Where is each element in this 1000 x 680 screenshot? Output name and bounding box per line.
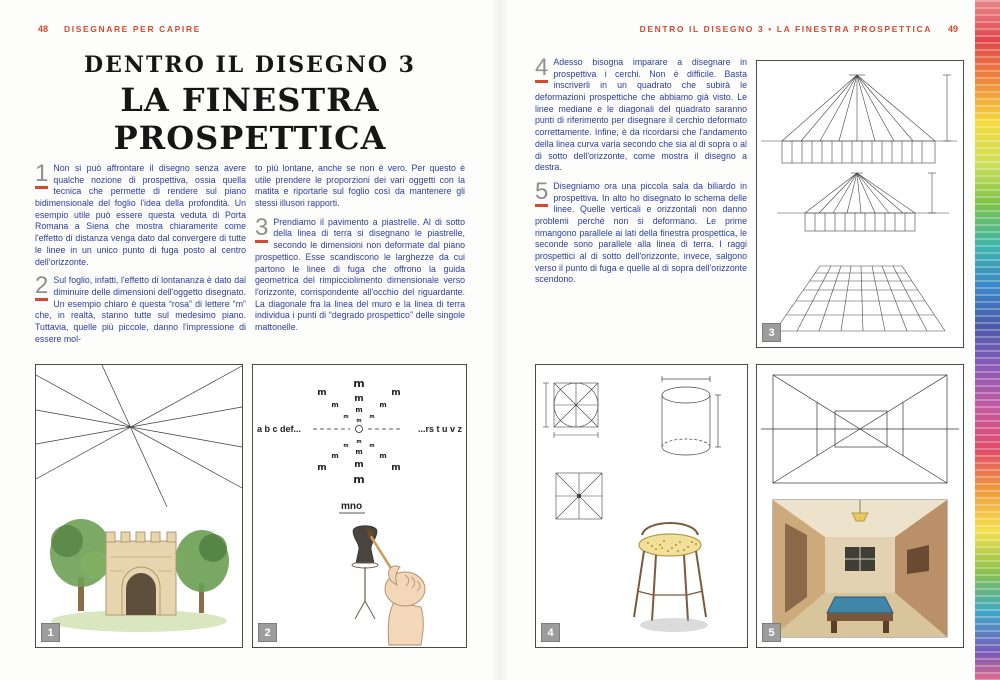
floor-grid-perspective [775,266,945,331]
paragraph-3-text: Prendiamo il pavimento a piastrelle. Al di sotto della linea di terra si disegnano le piastrelle, secondo le dimensioni non deformate dal piano prospettico. Esse scandiscono le larghezze da cui partono le linee di fuga che offrono la guida geometrica del rimpicciolimento dimensionale verso l'orizzonte, corrispondente all'occhio del riguardante. La diagonale fra la linea del muro e la linea di terra individua i punti di “degrado prospettico” delle singole mattonelle. [255,216,465,332]
running-head-left-text: DISEGNARE PER CAPIRE [64,24,201,34]
svg-text:m: m [317,463,327,473]
figure-5-illustration [757,365,963,647]
svg-text:m: m [317,388,327,398]
billiard-room-watercolor [773,500,947,637]
tent-perspective-2 [777,173,949,231]
svg-text:m: m [355,448,363,456]
paragraph-5-number: 5 [535,177,549,205]
paragraph-2-text: Sul foglio, infatti, l'effetto di lontananza è dato dal diminuire delle dimensioni dell'oggetto disegnato. Un esempio chiaro è questa “rosa” di lettere “m” che, in realtà, stanno tutte sul medesimo piano. Tuttavia, quelle più piccole, danno l'impressione di essere mol- [35,275,246,344]
cylinder-study [662,376,721,455]
page-number-left: 48 [38,24,49,34]
figure-1-illustration [36,365,242,647]
svg-text:m: m [354,394,364,404]
paragraph-4-number: 4 [535,54,549,81]
paragraph-2-number: 2 [35,272,49,300]
hand-with-pencil [366,527,425,645]
paragraph-1 [35,160,246,268]
paragraph-2 [35,272,246,345]
running-head-left [38,24,201,34]
perspective-lines [36,365,242,507]
wall-picture [907,545,929,574]
chapter-title-main: LA FINESTRA PROSPETTICA [113,81,387,157]
svg-text:m: m [331,452,339,460]
square-with-diagonals [556,473,602,519]
figure-4-illustration [536,365,747,647]
svg-text:m: m [379,401,387,409]
figure-4-cylinders-stool [535,364,748,648]
svg-text:m: m [343,414,349,420]
svg-text:m: m [331,401,339,409]
svg-text:m: m [369,443,375,449]
tent-perspective-1 [761,75,957,163]
right-tree [175,530,229,613]
figure-1-porta-romana [35,364,243,648]
paragraph-4-text: Adesso bisogna imparare a disegnare in prospettiva i cerchi. Non è difficile. Basta inscriverli in un quadrato che subirà le deformazioni prospettiche che abbiamo già visto. Le linee mediane e le diagonali del quadrato saranno punti di riferimento per disegnare il cerchio deformato correttamente. Infine, è da ricordarsi che l'andamento della linea curva varia secondo che sia al di sopra o al di sotto dell'orizzonte, come mostra il disegno a destra. [535,57,747,173]
figure-badge: 1 [41,623,60,642]
svg-text:m: m [353,377,365,390]
figure-5-billiard-room [756,364,964,648]
paragraph-5-text: Disegniamo ora una piccola sala da biliardo in prospettiva. In alto ho disegnato lo schema delle linee. Quelle verticali e orizzontali non danno problemi perché non si deformano. Le prime rimangono parallele ai lati della finestra prospettica, le seconde sono parallele alla linea di terra. I raggi prospettici al di sotto dell'orizzonte, invece, salgono verso il punto di fuga e quelle al di sopra dell'orizzonte scendono. [535,180,747,285]
svg-text:m: m [355,406,363,414]
alphabet-left-label: a b c def... [257,424,302,434]
paragraph-1-text: Non si può affrontare il disegno senza avere qualche nozione di prospettiva, ossia quella tecnica che permette di rendere sul piano bidimensionale del foglio l'idea della profondità. Un esempio utile può essere questa veduta di Porta Romana a Siena che mostra chiaramente come l'effetto di distanza venga dato dal convergere di tutte le linee in un unico punto di fuga posto al centro dell'orizzonte. [35,163,246,267]
watercolor-scene [50,519,229,632]
svg-text:m: m [356,439,362,445]
svg-text:m: m [391,388,401,398]
chapter-title-kicker: DENTRO IL DISEGNO 3 [84,52,416,78]
room-line-scheme [761,375,959,483]
figure-badge: 4 [541,623,560,642]
figure-3-illustration [757,61,963,347]
mno-sketch [339,501,365,513]
page-gutter [490,0,510,680]
figure-2-illustration [253,365,466,647]
svg-text:m: m [369,414,375,420]
figure-2-letter-rose [252,364,467,648]
stool-sketch [634,523,708,632]
rainbow-crayon-strip [975,0,1000,680]
running-head-right [640,24,958,34]
figure-3-perspective-schemes [756,60,964,348]
stone-gate [106,532,176,615]
svg-text:m: m [343,443,349,449]
svg-text:m: m [391,463,401,473]
alphabet-right-label: ...rs t u v z [417,424,462,434]
paragraph-4 [535,54,747,174]
left-tree [50,519,112,611]
figure-badge: 2 [258,623,277,642]
figure-badge: 5 [762,623,781,642]
svg-text:m: m [353,473,365,486]
svg-text:mno: mno [341,501,363,512]
chapter-title [35,52,465,157]
left-page-column-1 [35,160,246,352]
svg-text:m: m [354,460,364,470]
paragraph-5 [535,177,747,286]
paragraph-2-continued: to più lontane, anche se non è vero. Per questo è utile prendere le proporzioni dei vari oggetti con la matita e riportarle sul foglio così da mantenere gli stessi illusori rapporti. [255,163,465,209]
paragraph-3-number: 3 [255,213,269,241]
svg-text:m: m [356,418,362,424]
right-page-column [535,54,747,293]
running-head-right-text: DENTRO IL DISEGNO 3 • LA FINESTRA PROSPETTICA [639,24,932,34]
page-number-right: 49 [947,24,958,34]
m-rose [313,377,403,486]
circle-in-square-construction [543,383,598,438]
svg-text:m: m [379,452,387,460]
paragraph-1-number: 1 [35,160,49,187]
paragraph-3 [255,213,465,334]
figure-badge: 3 [762,323,781,342]
left-page-column-2 [255,163,465,341]
